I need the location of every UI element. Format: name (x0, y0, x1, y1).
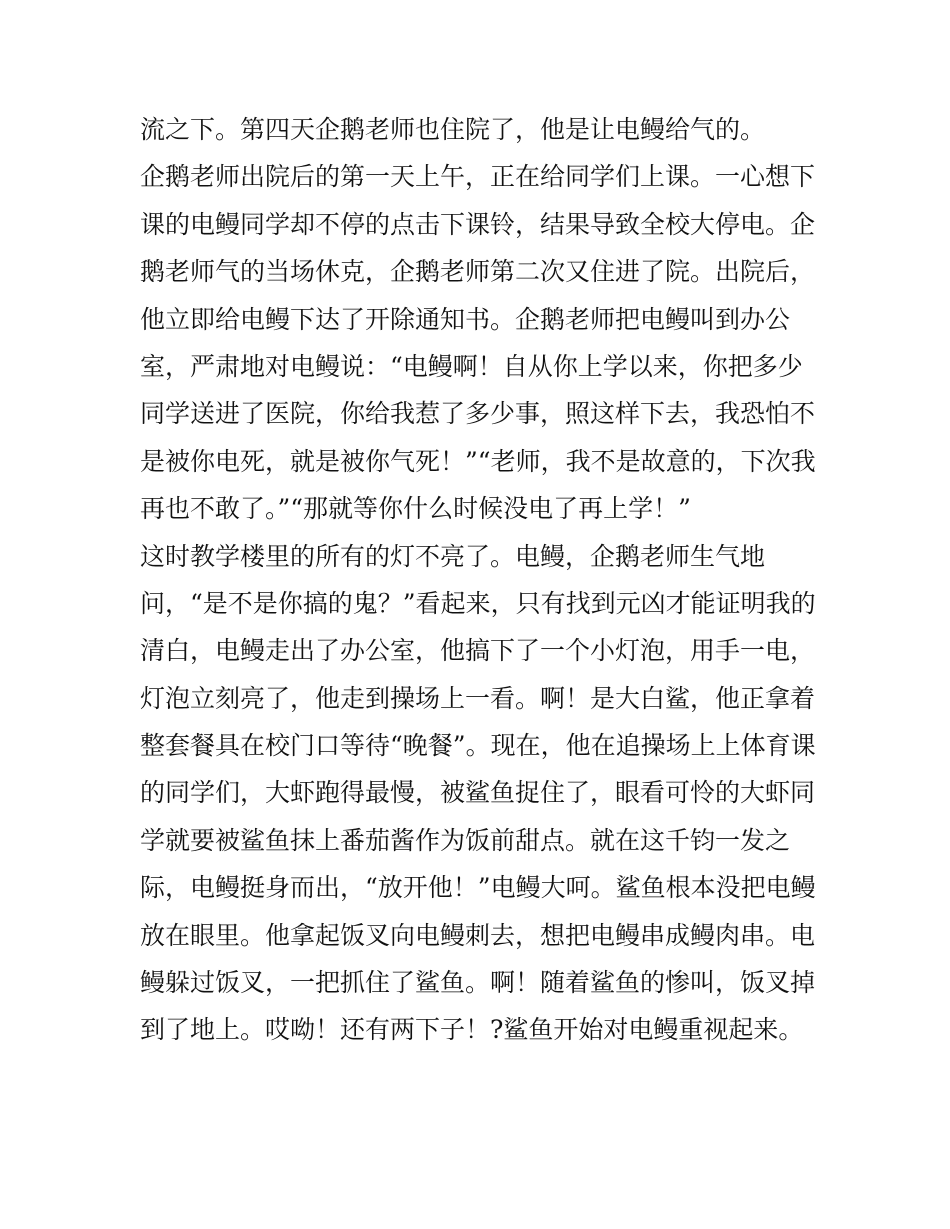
story-text (140, 106, 830, 1054)
text-line: 这时教学楼里的所有的灯不亮了。电鳗，企鹅老师生气地 (140, 541, 766, 571)
text-line: 再也不敢了。”“那就等你什么时候没电了再上学！” (140, 494, 691, 524)
text-line: 企鹅老师出院后的第一天上午，正在给同学们上课。一心想下 (140, 162, 816, 192)
text-line: 到了地上。哎呦！还有两下子！?鲨鱼开始对电鳗重视起来。 (140, 1015, 804, 1045)
text-line: 课的电鳗同学却不停的点击下课铃，结果导致全校大停电。企 (140, 209, 816, 239)
text-line: 际，电鳗挺身而出，“放开他！”电鳗大呵。鲨鱼根本没把电鳗 (140, 873, 816, 903)
text-line: 室，严肃地对电鳗说：“电鳗啊！自从你上学以来，你把多少 (140, 351, 803, 381)
text-line: 同学送进了医院，你给我惹了多少事，照这样下去，我恐怕不 (140, 399, 816, 429)
text-line: 清白，电鳗走出了办公室，他搞下了一个小灯泡，用手一电， (140, 636, 816, 666)
text-line: 灯泡立刻亮了，他走到操场上一看。啊！是大白鲨，他正拿着 (140, 683, 816, 713)
text-line: 是被你电死，就是被你气死！”“老师，我不是故意的，下次我 (140, 446, 816, 476)
text-line: 放在眼里。他拿起饭叉向电鳗刺去，想把电鳗串成鳗肉串。电 (140, 920, 816, 950)
text-line: 流之下。第四天企鹅老师也住院了，他是让电鳗给气的。 (140, 115, 766, 144)
text-line: 鳗躲过饭叉，一把抓住了鲨鱼。啊！随着鲨鱼的惨叫，饭叉掉 (140, 968, 816, 998)
text-line: 的同学们，大虾跑得最慢，被鲨鱼捉住了，眼看可怜的大虾同 (140, 778, 816, 808)
text-line: 鹅老师气的当场休克，企鹅老师第二次又住进了院。出院后， (140, 257, 816, 287)
text-line: 整套餐具在校门口等待“晚餐”。现在，他在追操场上上体育课 (140, 731, 816, 761)
text-line: 学就要被鲨鱼抹上番茄酱作为饭前甜点。就在这千钧一发之 (140, 825, 791, 855)
text-line: 问，“是不是你搞的鬼？”看起来，只有找到元凶才能证明我的 (140, 588, 816, 618)
text-line: 他立即给电鳗下达了开除通知书。企鹅老师把电鳗叫到办公 (140, 304, 791, 334)
